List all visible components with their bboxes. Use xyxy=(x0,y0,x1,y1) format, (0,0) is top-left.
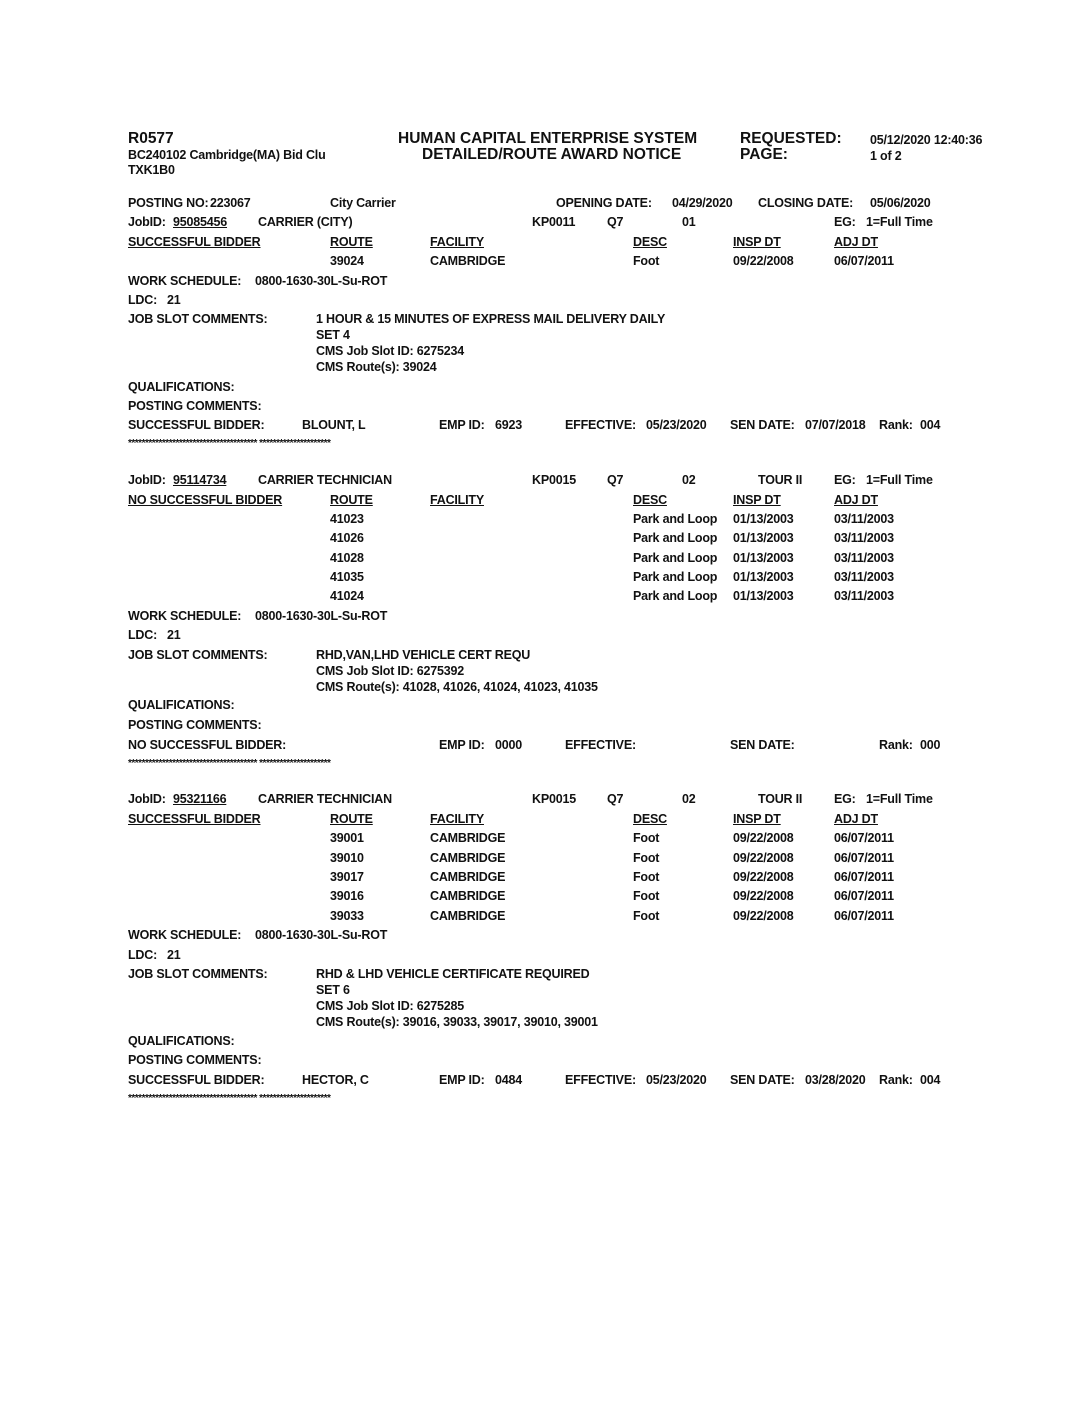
job-step: 02 xyxy=(682,473,696,487)
facility-cell: CAMBRIDGE xyxy=(430,254,506,268)
insp-dt-cell: 01/13/2003 xyxy=(733,570,794,584)
closing-date-label: CLOSING DATE: xyxy=(758,196,854,210)
work-schedule-value: 0800-1630-30L-Su-ROT xyxy=(255,928,388,942)
adj-dt-cell: 06/07/2011 xyxy=(834,909,894,923)
desc-column-header: DESC xyxy=(633,235,667,249)
insp-dt-column-header: INSP DT xyxy=(733,493,781,507)
sen-date-label: SEN DATE: xyxy=(730,1073,795,1087)
insp-dt-cell: 09/22/2008 xyxy=(733,254,794,268)
job-grade: Q7 xyxy=(607,792,624,806)
job-code: KP0015 xyxy=(532,473,576,487)
route-cell: 39024 xyxy=(330,254,364,268)
emp-id-label: EMP ID: xyxy=(439,418,485,432)
facility-cell: CAMBRIDGE xyxy=(430,851,506,865)
sen-date-label: SEN DATE: xyxy=(730,418,795,432)
facility-column-header: FACILITY xyxy=(430,493,484,507)
route-cell: 41024 xyxy=(330,589,364,603)
route-cell: 39017 xyxy=(330,870,364,884)
jobid-label: JobID: xyxy=(128,473,166,487)
facility-cell: CAMBRIDGE xyxy=(430,909,506,923)
jobid-link[interactable]: 95114734 xyxy=(173,473,227,487)
comment-line: CMS Route(s): 39024 xyxy=(316,360,437,374)
posting-comments-label: POSTING COMMENTS: xyxy=(128,1053,262,1067)
desc-cell: Park and Loop xyxy=(633,512,718,526)
requested-value: 05/12/2020 12:40:36 xyxy=(870,133,983,147)
job-title: CARRIER TECHNICIAN xyxy=(258,792,392,806)
job-tour: TOUR II xyxy=(758,473,803,487)
bidder-name: HECTOR, C xyxy=(302,1073,369,1087)
posting-comments-label: POSTING COMMENTS: xyxy=(128,718,262,732)
bidder-column-header: SUCCESSFUL BIDDER xyxy=(128,235,261,249)
job-grade: Q7 xyxy=(607,473,624,487)
effective-label: EFFECTIVE: xyxy=(565,418,636,432)
comment-line: 1 HOUR & 15 MINUTES OF EXPRESS MAIL DELIVERY DAILY xyxy=(316,312,666,326)
route-column-header: ROUTE xyxy=(330,812,373,826)
successful-bidder-label: SUCCESSFUL BIDDER: xyxy=(128,1073,265,1087)
sen-date-label: SEN DATE: xyxy=(730,738,795,752)
desc-cell: Foot xyxy=(633,254,660,268)
job-title: CARRIER TECHNICIAN xyxy=(258,473,392,487)
qualifications-label: QUALIFICATIONS: xyxy=(128,698,235,712)
qualifications-label: QUALIFICATIONS: xyxy=(128,1034,235,1048)
ldc-value: 21 xyxy=(167,628,181,642)
opening-date-label: OPENING DATE: xyxy=(556,196,652,210)
rank-value: 000 xyxy=(920,738,941,752)
notice-title: DETAILED/ROUTE AWARD NOTICE xyxy=(422,146,682,163)
desc-column-header: DESC xyxy=(633,812,667,826)
posting-no-label: POSTING NO: xyxy=(128,196,209,210)
job-title: CARRIER (CITY) xyxy=(258,215,353,229)
facility-column-header: FACILITY xyxy=(430,812,484,826)
insp-dt-column-header: INSP DT xyxy=(733,812,781,826)
ldc-label: LDC: xyxy=(128,293,158,307)
jobid-link[interactable]: 95085456 xyxy=(173,215,228,229)
opening-date: 04/29/2020 xyxy=(672,196,733,210)
job-slot-comments-label: JOB SLOT COMMENTS: xyxy=(128,648,268,662)
eg-value: 1=Full Time xyxy=(866,473,933,487)
comment-line: RHD,VAN,LHD VEHICLE CERT REQU xyxy=(316,648,531,662)
jobid-label: JobID: xyxy=(128,792,166,806)
route-cell: 41023 xyxy=(330,512,364,526)
unit-name: BC240102 Cambridge(MA) Bid Clu xyxy=(128,148,326,162)
insp-dt-cell: 09/22/2008 xyxy=(733,831,794,845)
effective-label: EFFECTIVE: xyxy=(565,738,636,752)
qualifications-label: QUALIFICATIONS: xyxy=(128,380,235,394)
job-tour: TOUR II xyxy=(758,792,803,806)
rank-label: Rank: xyxy=(879,418,913,432)
posting-no: 223067 xyxy=(210,196,251,210)
job-slot-comments-label: JOB SLOT COMMENTS: xyxy=(128,312,268,326)
route-cell: 39001 xyxy=(330,831,364,845)
facility-cell: CAMBRIDGE xyxy=(430,889,506,903)
report-id: R0577 xyxy=(128,130,174,147)
route-cell: 39010 xyxy=(330,851,364,865)
route-cell: 39033 xyxy=(330,909,364,923)
bidder-column-header: NO SUCCESSFUL BIDDER xyxy=(128,493,283,507)
ldc-value: 21 xyxy=(167,948,181,962)
adj-dt-cell: 06/07/2011 xyxy=(834,831,894,845)
adj-dt-cell: 03/11/2003 xyxy=(834,531,894,545)
desc-cell: Foot xyxy=(633,889,660,903)
work-schedule-label: WORK SCHEDULE: xyxy=(128,609,242,623)
adj-dt-cell: 06/07/2011 xyxy=(834,889,894,903)
sen-date-value: 03/28/2020 xyxy=(805,1073,866,1087)
effective-value: 05/23/2020 xyxy=(646,418,707,432)
adj-dt-cell: 03/11/2003 xyxy=(834,512,894,526)
eg-value: 1=Full Time xyxy=(866,215,933,229)
eg-label: EG: xyxy=(834,473,856,487)
job-slot-comments-label: JOB SLOT COMMENTS: xyxy=(128,967,268,981)
work-schedule-label: WORK SCHEDULE: xyxy=(128,928,242,942)
ldc-label: LDC: xyxy=(128,948,158,962)
comment-line: CMS Job Slot ID: 6275285 xyxy=(316,999,465,1013)
posting-type: City Carrier xyxy=(330,196,396,210)
comment-line: SET 6 xyxy=(316,983,350,997)
work-schedule-value: 0800-1630-30L-Su-ROT xyxy=(255,609,388,623)
job-step: 01 xyxy=(682,215,696,229)
separator: ************************************** ********************* xyxy=(128,1093,331,1104)
job-grade: Q7 xyxy=(607,215,624,229)
insp-dt-cell: 09/22/2008 xyxy=(733,909,794,923)
work-schedule-label: WORK SCHEDULE: xyxy=(128,274,242,288)
jobid-link[interactable]: 95321166 xyxy=(173,792,227,806)
closing-date: 05/06/2020 xyxy=(870,196,931,210)
emp-id-label: EMP ID: xyxy=(439,1073,485,1087)
adj-dt-column-header: ADJ DT xyxy=(834,493,878,507)
system-title: HUMAN CAPITAL ENTERPRISE SYSTEM xyxy=(398,130,698,147)
adj-dt-cell: 03/11/2003 xyxy=(834,551,894,565)
desc-column-header: DESC xyxy=(633,493,667,507)
job-code: KP0015 xyxy=(532,792,576,806)
posting-comments-label: POSTING COMMENTS: xyxy=(128,399,262,413)
ldc-value: 21 xyxy=(167,293,181,307)
facility-cell: CAMBRIDGE xyxy=(430,831,506,845)
emp-id-label: EMP ID: xyxy=(439,738,485,752)
emp-id-value: 0484 xyxy=(495,1073,523,1087)
desc-cell: Park and Loop xyxy=(633,589,718,603)
effective-label: EFFECTIVE: xyxy=(565,1073,636,1087)
separator: ************************************** ********************* xyxy=(128,438,331,449)
desc-cell: Foot xyxy=(633,870,660,884)
eg-label: EG: xyxy=(834,215,856,229)
ldc-label: LDC: xyxy=(128,628,158,642)
desc-cell: Foot xyxy=(633,851,660,865)
page-number: 1 of 2 xyxy=(870,149,902,163)
no-successful-bidder-label: NO SUCCESSFUL BIDDER: xyxy=(128,738,287,752)
insp-dt-cell: 09/22/2008 xyxy=(733,889,794,903)
rank-label: Rank: xyxy=(879,738,913,752)
separator: ************************************** ********************* xyxy=(128,758,331,769)
work-schedule-value: 0800-1630-30L-Su-ROT xyxy=(255,274,388,288)
route-cell: 41035 xyxy=(330,570,364,584)
insp-dt-cell: 01/13/2003 xyxy=(733,589,794,603)
sen-date-value: 07/07/2018 xyxy=(805,418,866,432)
effective-value: 05/23/2020 xyxy=(646,1073,707,1087)
comment-line: CMS Route(s): 41028, 41026, 41024, 41023, 41035 xyxy=(316,680,598,694)
jobid-label: JobID: xyxy=(128,215,166,229)
adj-dt-cell: 03/11/2003 xyxy=(834,589,894,603)
insp-dt-column-header: INSP DT xyxy=(733,235,781,249)
route-column-header: ROUTE xyxy=(330,493,373,507)
emp-id-value: 6923 xyxy=(495,418,523,432)
rank-label: Rank: xyxy=(879,1073,913,1087)
job-code: KP0011 xyxy=(532,215,576,229)
comment-line: RHD & LHD VEHICLE CERTIFICATE REQUIRED xyxy=(316,967,590,981)
comment-line: CMS Job Slot ID: 6275392 xyxy=(316,664,465,678)
successful-bidder-label: SUCCESSFUL BIDDER: xyxy=(128,418,265,432)
rank-value: 004 xyxy=(920,1073,941,1087)
comment-line: SET 4 xyxy=(316,328,350,342)
insp-dt-cell: 09/22/2008 xyxy=(733,870,794,884)
desc-cell: Park and Loop xyxy=(633,551,718,565)
insp-dt-cell: 09/22/2008 xyxy=(733,851,794,865)
route-cell: 41028 xyxy=(330,551,364,565)
rank-value: 004 xyxy=(920,418,941,432)
route-cell: 39016 xyxy=(330,889,364,903)
insp-dt-cell: 01/13/2003 xyxy=(733,531,794,545)
adj-dt-column-header: ADJ DT xyxy=(834,812,878,826)
bidder-column-header: SUCCESSFUL BIDDER xyxy=(128,812,261,826)
unit-code: TXK1B0 xyxy=(128,163,175,177)
eg-label: EG: xyxy=(834,792,856,806)
requested-label: REQUESTED: xyxy=(740,130,842,147)
desc-cell: Park and Loop xyxy=(633,531,718,545)
comment-line: CMS Route(s): 39016, 39033, 39017, 39010, 39001 xyxy=(316,1015,598,1029)
page-label: PAGE: xyxy=(740,146,788,163)
facility-column-header: FACILITY xyxy=(430,235,484,249)
desc-cell: Foot xyxy=(633,909,660,923)
eg-value: 1=Full Time xyxy=(866,792,933,806)
insp-dt-cell: 01/13/2003 xyxy=(733,551,794,565)
emp-id-value: 0000 xyxy=(495,738,523,752)
adj-dt-column-header: ADJ DT xyxy=(834,235,878,249)
adj-dt-cell: 06/07/2011 xyxy=(834,870,894,884)
route-cell: 41026 xyxy=(330,531,364,545)
comment-line: CMS Job Slot ID: 6275234 xyxy=(316,344,465,358)
desc-cell: Park and Loop xyxy=(633,570,718,584)
bidder-name: BLOUNT, L xyxy=(302,418,366,432)
route-column-header: ROUTE xyxy=(330,235,373,249)
adj-dt-cell: 06/07/2011 xyxy=(834,851,894,865)
desc-cell: Foot xyxy=(633,831,660,845)
adj-dt-cell: 03/11/2003 xyxy=(834,570,894,584)
insp-dt-cell: 01/13/2003 xyxy=(733,512,794,526)
job-step: 02 xyxy=(682,792,696,806)
facility-cell: CAMBRIDGE xyxy=(430,870,506,884)
adj-dt-cell: 06/07/2011 xyxy=(834,254,894,268)
